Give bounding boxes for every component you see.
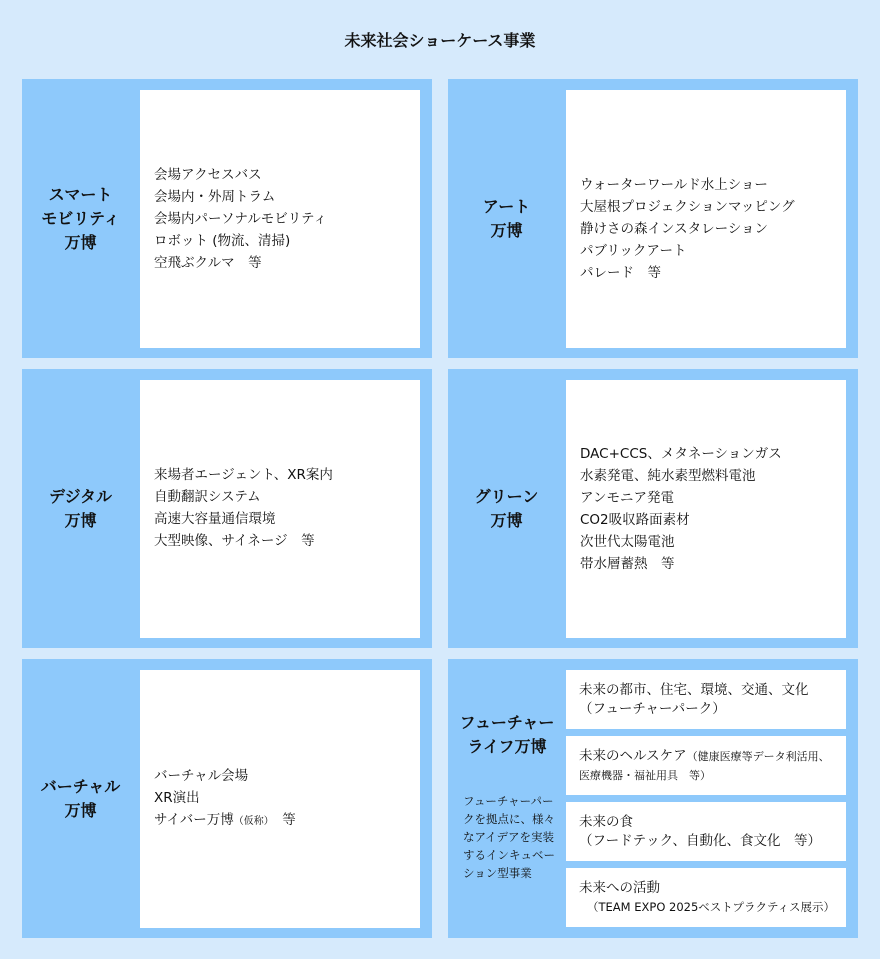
card-virtual — [22, 659, 432, 938]
list-item: 静けさの森インスタレーション — [580, 221, 769, 237]
card-items-panel — [140, 670, 420, 928]
list-item: 帯水層蓄熱 等 — [580, 556, 675, 572]
card-smart-mobility — [22, 79, 432, 358]
card-label: アート 万博 — [482, 196, 531, 240]
card-items-panel — [140, 380, 420, 638]
page-title: 未来社会ショーケース事業 — [344, 31, 536, 50]
list-item: 来場者エージェント、XR案内 — [154, 467, 333, 483]
list-item: XR演出 — [154, 790, 200, 806]
list-item: 次世代太陽電池 — [580, 534, 675, 550]
list-item: アンモニア発電 — [580, 490, 674, 506]
card-label: フューチャー ライフ万博 — [459, 713, 555, 756]
card-items-panel — [566, 90, 846, 348]
list-item: 高速大容量通信環境 — [154, 511, 276, 527]
list-item: 会場内パーソナルモビリティ — [154, 211, 327, 227]
list-item: 大型映像、サイネージ 等 — [154, 533, 315, 549]
list-item: ウォーターワールド水上ショー — [580, 177, 768, 193]
list-item: サイバー万博（仮称） 等 — [154, 812, 296, 828]
card-label: バーチャル 万博 — [40, 776, 121, 820]
card-label: スマート モビリティ 万博 — [41, 184, 120, 252]
card-label: デジタル 万博 — [48, 486, 113, 530]
card-label: グリーン 万博 — [474, 486, 539, 530]
list-item: 水素発電、純水素型燃料電池 — [580, 468, 756, 484]
future-sub-item: 未来のヘルスケア（健康医療等データ利活用、 医療機器・福祉用具 等） — [566, 736, 846, 795]
card-items-panel — [140, 90, 420, 348]
list-item: ロボット (物流、清掃) — [154, 233, 291, 249]
list-item: CO2吸収路面素材 — [580, 512, 690, 528]
future-sub-item: 未来の食 （フードテック、自動化、食文化 等） — [566, 802, 846, 861]
list-item: バーチャル会場 — [154, 768, 249, 784]
card-art — [448, 79, 858, 358]
list-item: パレード 等 — [580, 265, 661, 281]
card-description: フューチャーパークを拠点に、様々なアイデアを実装するインキュベーション型事業 — [463, 794, 555, 880]
future-sub-item: 未来への活動 （TEAM EXPO 2025ベストプラクティス展示） — [566, 868, 846, 927]
card-digital — [22, 369, 432, 648]
list-item: パブリックアート — [580, 243, 687, 259]
list-item: 会場アクセスバス — [154, 167, 262, 183]
list-item: 空飛ぶクルマ 等 — [154, 255, 262, 271]
list-item: 会場内・外周トラム — [154, 189, 276, 205]
list-item: 自動翻訳システム — [154, 489, 261, 505]
card-future-life — [448, 659, 858, 938]
card-green — [448, 369, 858, 648]
list-item: 大屋根プロジェクションマッピング — [580, 199, 795, 215]
list-item: DAC+CCS、メタネーションガス — [580, 446, 782, 462]
future-sub-item: 未来の都市、住宅、環境、交通、文化 （フューチャーパーク） — [566, 670, 846, 729]
card-items-panel — [566, 380, 846, 638]
